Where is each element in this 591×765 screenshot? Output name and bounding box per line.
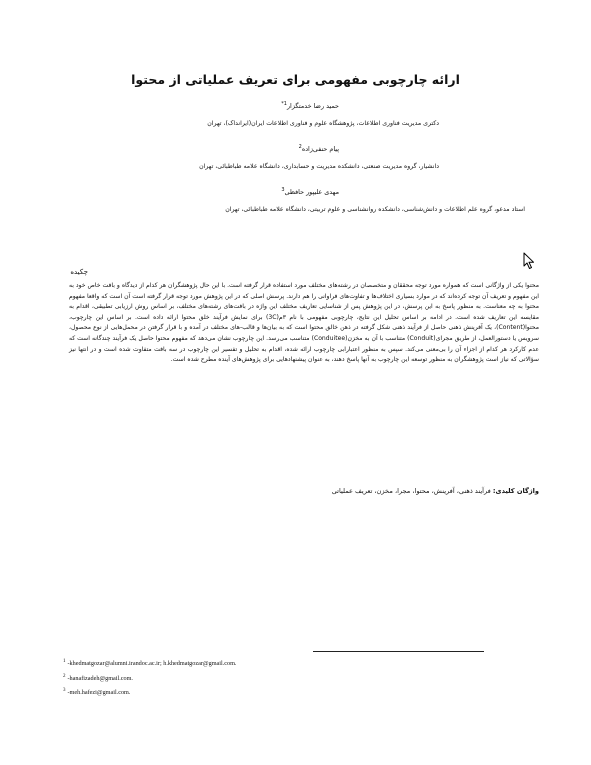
footnote-1-text: -khedmatgozar@alumni.irandoc.ac.ir; h.khedmatgozar@gmail.com. — [67, 660, 237, 668]
footnote-1 — [63, 656, 236, 671]
keywords-label: واژگان کلیدی: — [492, 487, 539, 495]
footnote-separator — [313, 651, 484, 652]
author-3-sup: 3 — [281, 187, 285, 193]
footnote-3-text: -meh.hafezi@gmail.com. — [67, 689, 131, 697]
paper-title: ارائه چارچوبی مفهومی برای تعریف عملیاتی از محتوا — [131, 72, 460, 87]
author-1-name — [281, 101, 339, 110]
author-3-name — [281, 187, 339, 196]
abstract-heading: چکیده — [70, 268, 88, 276]
footnotes — [63, 656, 236, 700]
author-2-sup: 2 — [298, 144, 302, 150]
author-2-name — [299, 144, 339, 153]
footnote-2-text: -hanafizadeh@gmail.com. — [67, 674, 133, 682]
footnote-3 — [63, 685, 236, 700]
keywords-text: فرآیند ذهنی، آفرینش، محتوا، مجرا، مخزن، تعریف عملیاتی — [331, 487, 491, 495]
footnote-3-number: 3 — [63, 688, 66, 694]
author-1-sup: 1* — [281, 101, 287, 107]
author-3-name-text: مهدی علیپور حافظی — [284, 188, 339, 197]
author-3-affiliation: استاد مدعو، گروه علم اطلاعات و دانش‌شناسی، دانشکده روانشناسی و علوم تربیتی، دانشگاه علامه طباطبائی، تهران — [225, 206, 525, 213]
author-2-name-text: پیام حنفی‌زاده — [301, 145, 339, 154]
footnote-2-number: 2 — [63, 673, 66, 679]
footnote-2 — [63, 671, 236, 686]
author-1-name-text: حمید رضا خدمتگزار — [286, 102, 339, 111]
footnote-1-number: 1 — [63, 659, 66, 664]
author-2-affiliation: دانشیار، گروه مدیریت صنعتی، دانشکده مدیریت و حسابداری، دانشگاه علامه طباطبائی، تهران — [199, 163, 439, 170]
mouse-pointer-icon — [523, 252, 535, 270]
keywords-line — [332, 487, 539, 495]
abstract-body: محتوا یکی از واژگانی است که همواره مورد توجه محققان و متخصصان در رشته‌های مختلف مورد استفاده قرار گرفته است. با این حال پژوهشگران هر کدام از دیدگاه و بافت خاص خود به این مفهوم و تعریف آن توجه کرده‌اند که در موارد بسیاری اختلاف‌ها و تفاوت‌های فراوانی را هم دارند. پرسش اصلی که در این پژوهش مورد توجه قرار گرفته است آن است که واقعا مفهوم محتوا به چه معناست. به منظور پاسخ به این پرسش، در این پژوهش پس از شناسایی تعاریف مختلف این واژه در بافت‌های رشته‌های مختلف، بر اساس روش ارزیابی تطبیقی، اقدام به مقایسه این تعاریف شده است. در ادامه بر اساس تحلیل این نتایج، چارچوبی مفهومی با نام ۳م(3C) برای نمایش فرآیند خلق محتوا ارائه داده است. بر اساس این چارچوب، محتوا(Content)، یک آفرینش ذهنی حاصل از فرآیند ذهنی شکل گرفته در ذهن خالق محتوا است که به بیان‌ها و قالب-های مختلف در آمده و با قرار گرفتن در محمل‌هایی از نوع محصول، سرویس یا دستورالعمل، از طریق مجرای(Conduit) متناسب با آن به مخزن(Conduitee) متناسب می‌رسد. این چارچوب نشان می‌دهد که مفهوم محتوا حاصل یک فرآیند چندگانه است که عدم کارکرد هر کدام از اجزاء آن را بی‌معنی می‌کند. سپس به منظور اعتبارابی چارچوب ارائه شده، اقدام به تحلیل و تفسیر این چارچوب در سه بافت متفاوت شده است و در انتها نیز سؤالاتی که نیاز است پژوهشگران به منظور توسعه این چارچوب به آنها پاسخ دهند، به عنوان پیشنهادهایی برای پژوهش‌های آینده مطرح شده است. — [69, 282, 540, 364]
author-1-affiliation: دکتری مدیریت فناوری اطلاعات، پژوهشگاه علوم و فناوری اطلاعات ایران(ایرانداک)، تهران — [207, 120, 439, 127]
